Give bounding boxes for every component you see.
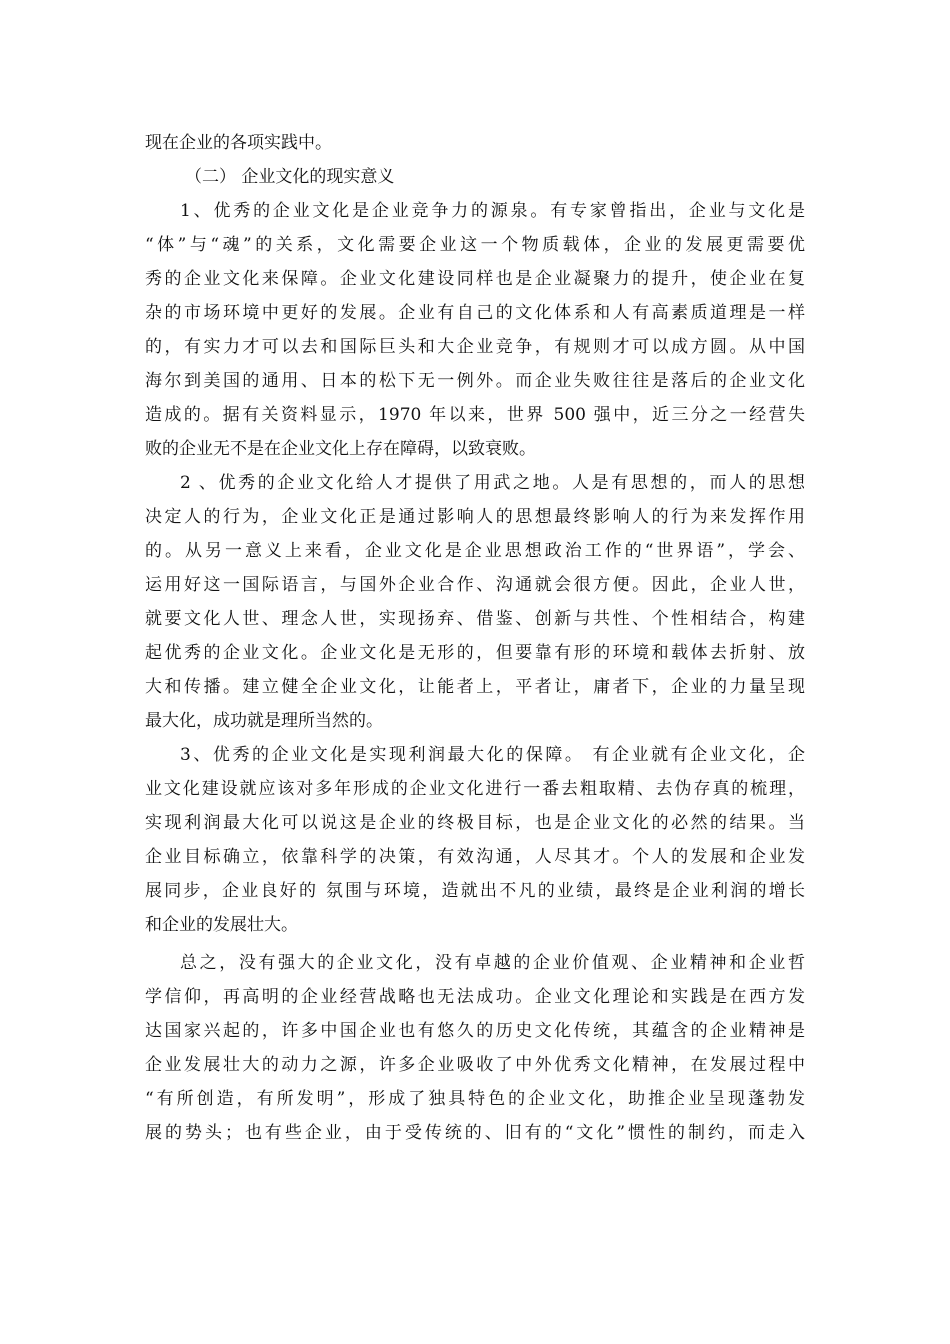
paragraph-line: 3、优秀的企业文化是实现利润最大化的保障。 有企业就有企业文化，企 (180, 745, 805, 765)
section-heading: （二） 企业文化的现实意义 (185, 167, 395, 187)
paragraph-line: 业文化建设就应该对多年形成的企业文化进行一番去粗取精、去伪存真的梳理， (145, 779, 805, 799)
paragraph-line: 败的企业无不是在企业文化上存在障碍，以致衰败。 (145, 439, 536, 459)
paragraph-line: 最大化，成功就是理所当然的。 (145, 711, 383, 731)
paragraph-line: 秀的企业文化来保障。企业文化建设同样也是企业凝聚力的提升，使企业在复 (145, 269, 805, 289)
paragraph-line: 运用好这一国际语言，与国外企业合作、沟通就会很方便。因此，企业人世， (145, 575, 805, 595)
paragraph-line: 大和传播。建立健全企业文化，让能者上，平者让，庸者下，企业的力量呈现 (145, 677, 805, 697)
paragraph-line: 展的势头；也有些企业，由于受传统的、旧有的“文化”惯性的制约，而走入 (145, 1123, 805, 1143)
paragraph-line: 实现利润最大化可以说这是企业的终极目标，也是企业文化的必然的结果。当 (145, 813, 805, 833)
paragraph-line: 展同步，企业良好的 氛围与环境，造就出不凡的业绩，最终是企业利润的增长 (145, 881, 805, 901)
paragraph-line: 杂的市场环境中更好的发展。企业有自己的文化体系和人有高素质道理是一样 (145, 303, 805, 323)
paragraph-line: 的。从另一意义上来看，企业文化是企业思想政治工作的“世界语”，学会、 (145, 541, 805, 561)
paragraph-line: 总之，没有强大的企业文化，没有卓越的企业价值观、企业精神和企业哲 (180, 953, 805, 973)
paragraph-line: 1、优秀的企业文化是企业竞争力的源泉。有专家曾指出，企业与文化是 (180, 201, 805, 221)
paragraph-line: 决定人的行为，企业文化正是通过影响人的思想最终影响人的行为来发挥作用 (145, 507, 805, 527)
paragraph-line: 和企业的发展壮大。 (145, 915, 298, 935)
paragraph-line: 造成的。据有关资料显示，1970 年以来，世界 500 强中，近三分之一经营失 (145, 405, 805, 425)
paragraph-line: “有所创造，有所发明”，形成了独具特色的企业文化，助推企业呈现蓬勃发 (145, 1089, 805, 1109)
paragraph-line: 企业目标确立，依靠科学的决策，有效沟通，人尽其才。个人的发展和企业发 (145, 847, 805, 867)
paragraph-line: 企业发展壮大的动力之源，许多企业吸收了中外优秀文化精神，在发展过程中 (145, 1055, 805, 1075)
paragraph-line: 海尔到美国的通用、日本的松下无一例外。而企业失败往往是落后的企业文化 (145, 371, 805, 391)
paragraph-line: 的，有实力才可以去和国际巨头和大企业竞争，有规则才可以成方圆。从中国 (145, 337, 805, 357)
paragraph-line: 学信仰，再高明的企业经营战略也无法成功。企业文化理论和实践是在西方发 (145, 987, 805, 1007)
paragraph-line: 起优秀的企业文化。企业文化是无形的，但要靠有形的环境和载体去折射、放 (145, 643, 805, 663)
paragraph-line: 就要文化人世、理念人世，实现扬弃、借鉴、创新与共性、个性相结合，构建 (145, 609, 805, 629)
paragraph-line: 达国家兴起的，许多中国企业也有悠久的历史文化传统，其蕴含的企业精神是 (145, 1021, 805, 1041)
paragraph-line: “体”与“魂”的关系，文化需要企业这一个物质载体，企业的发展更需要优 (145, 235, 805, 255)
paragraph-line: 现在企业的各项实践中。 (145, 133, 332, 153)
paragraph-line: 2 、优秀的企业文化给人才提供了用武之地。人是有思想的，而人的思想 (180, 473, 805, 493)
